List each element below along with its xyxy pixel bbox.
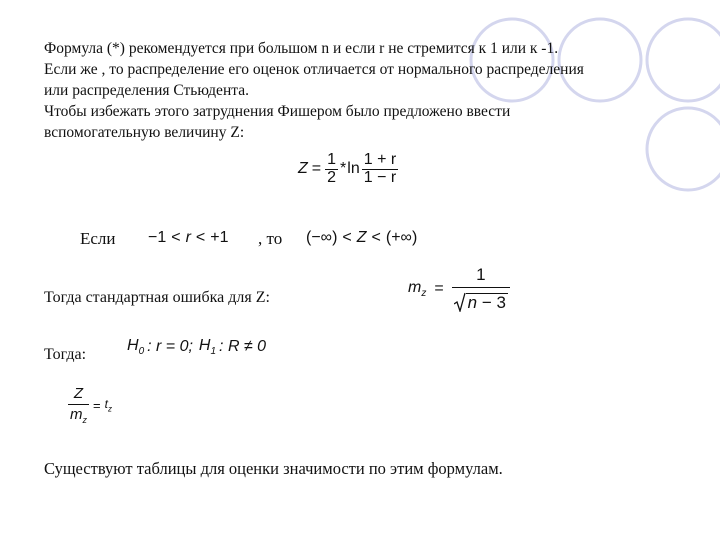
paragraph-line: Если же , то распределение его оценок отличается от нормального распределения (44, 61, 584, 78)
paragraph-line: Чтобы избежать этого затруднения Фишером было предложено ввести (44, 103, 511, 120)
h1-symbol: $H_1$ (198, 337, 217, 358)
z-range-lt2: < (371, 229, 381, 246)
equals-sign: = (434, 279, 444, 297)
equals-sign: = (311, 160, 322, 178)
std-error-fraction (452, 266, 510, 312)
h0-statement: : r = 0; (147, 338, 193, 356)
equals-sign: = (93, 398, 101, 414)
paragraph-line: Формула (*) рекомендуется при большом n и если r не стремится к 1 или к -1. (44, 40, 559, 57)
std-error-denominator (452, 287, 510, 312)
z-range-right: (+∞) (385, 229, 418, 246)
ln-fraction (362, 152, 398, 187)
std-error-label: Тогда стандартная ошибка для Z: (44, 289, 270, 306)
z-range-var: Z (356, 229, 367, 246)
sqrt-var-n: n (467, 293, 478, 312)
t-stat-formula (68, 386, 112, 425)
r-range-left: −1 (148, 229, 167, 246)
h0-symbol: $H_0$ (127, 337, 145, 358)
r-range-lt2: < (195, 229, 206, 246)
half-numerator: 1 (327, 151, 337, 168)
t-stat-fraction (68, 386, 89, 425)
r-range-formula (148, 229, 229, 247)
half-denominator: 2 (327, 168, 337, 186)
hypotheses-formula (127, 337, 266, 357)
then2-label: Тогда: (44, 346, 87, 363)
half-fraction (325, 152, 338, 187)
t-symbol: $t_z$ (104, 397, 112, 414)
ln-symbol: ln (347, 160, 360, 178)
mz-symbol: $m_z$ (408, 278, 427, 300)
ln-numerator: 1 + r (363, 151, 397, 168)
ln-denominator: 1 − r (363, 168, 397, 186)
paragraph-line: вспомогательную величину Z: (44, 124, 245, 141)
t-stat-denominator: $m_z$ (70, 405, 87, 425)
r-range-right: +1 (210, 229, 229, 246)
if-label: Если (80, 229, 116, 248)
z-range-formula (306, 229, 417, 247)
times-sign: * (340, 160, 347, 178)
z-range-left: (−∞) (306, 229, 338, 246)
intro-paragraph (44, 38, 694, 143)
std-error-formula (408, 266, 510, 312)
std-error-numerator: 1 (476, 265, 486, 284)
r-range-var: r (185, 229, 191, 246)
z-symbol: Z (298, 160, 308, 178)
t-stat-numerator: Z (73, 385, 84, 402)
then-label: , то (258, 229, 283, 248)
paragraph-line: или распределения Стьюдента. (44, 82, 249, 99)
z-range-lt1: < (342, 229, 352, 246)
r-range-lt1: < (171, 229, 181, 246)
sqrt-icon (454, 292, 466, 312)
h1-statement: : R ≠ 0 (219, 338, 267, 356)
fisher-z-formula (298, 152, 398, 187)
conclusion-text: Существуют таблицы для оценки значимости по этим формулам. (44, 459, 503, 478)
sqrt-rest: − 3 (481, 293, 506, 312)
